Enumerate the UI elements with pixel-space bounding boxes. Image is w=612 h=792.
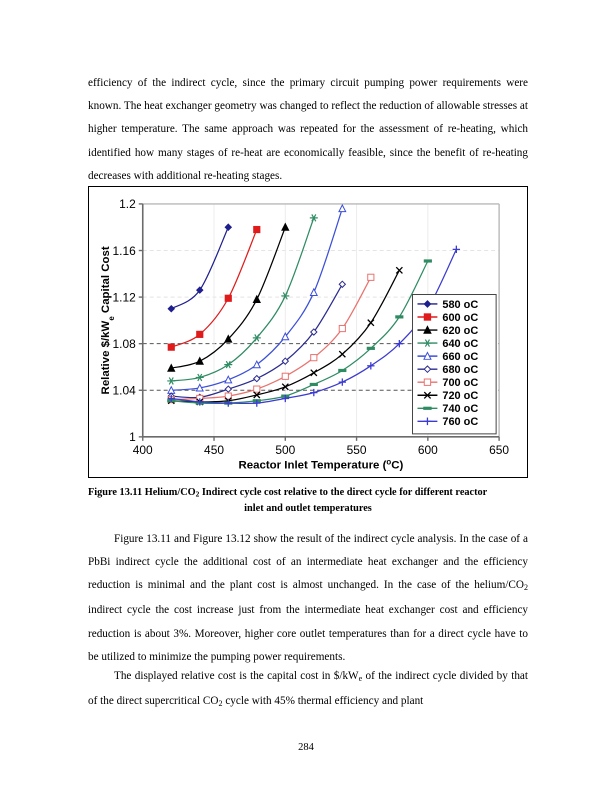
y-tick-label: 1.04	[112, 383, 136, 398]
data-point-marker	[367, 347, 375, 350]
figure-caption	[88, 486, 528, 516]
caption-line-1: Figure 13.11 Helium/$CO_2$ Indirect cycle cost relative to the direct cycle for different reactor	[88, 487, 488, 499]
figure-13-11	[88, 186, 528, 478]
y-tick-label: 1.12	[112, 290, 136, 305]
data-point-marker	[310, 383, 318, 386]
legend-label: 680 oC	[442, 364, 479, 377]
data-point-marker	[395, 315, 403, 318]
data-point-marker	[168, 344, 174, 350]
legend-label: 620 oC	[442, 324, 479, 337]
x-tick-label: 400	[132, 442, 153, 457]
y-axis-title: Relative $\$/kW_e$ Capital Cost	[99, 246, 116, 395]
legend-label: 720 oC	[442, 390, 479, 403]
body-paragraph-2: Figure 13.11 and Figure 13.12 show the result of the indirect cycle analysis. In the case of a PbBi indirect cycle the additional cost of an intermediate heat exchanger and the efficiency reduction is minimal and the plant cost is almost unchanged. In the case of the helium/$CO_2$ indirect cycle the cost increase just from the intermediate heat exchanger cost and efficiency reduction is about 3%. Moreover, higher core outlet temperatures than for a direct cycle have to be utilized to minimize the pumping power requirements.	[88, 533, 528, 663]
legend-label: 660 oC	[442, 351, 479, 364]
legend-label: 700 oC	[442, 377, 479, 390]
data-point-marker	[339, 325, 345, 331]
data-point-marker	[282, 373, 288, 379]
x-tick-label: 600	[417, 442, 438, 457]
y-tick-label: 1.08	[112, 336, 136, 351]
data-point-marker	[338, 369, 346, 372]
legend-label: 600 oC	[442, 311, 479, 324]
legend-label: 760 oC	[442, 416, 479, 429]
x-axis-title: Reactor Inlet Temperature ($^o$C)	[238, 457, 404, 472]
data-point-marker	[311, 355, 317, 361]
data-point-marker	[225, 295, 231, 301]
body-paragraph-1: efficiency of the indirect cycle, since the primary circuit pumping power requirements were known. The heat exchanger geometry was changed to reflect the reduction of allowable stresses at higher temperature. The same approach was repeated for the assessment of re-heating, which identified how many stages of re-heat are economically feasible, since the benefit of re-heating decreases with additional re-heating stages.	[88, 77, 528, 182]
data-point-marker	[254, 386, 260, 392]
x-tick-label: 500	[275, 442, 296, 457]
data-point-marker	[197, 331, 203, 337]
legend-label: 640 oC	[442, 337, 479, 350]
y-tick-label: 1	[129, 430, 136, 445]
legend-label: 740 oC	[442, 403, 479, 416]
data-point-marker	[423, 407, 431, 410]
relative-cost-line-chart	[89, 187, 527, 478]
x-tick-label: 650	[489, 442, 510, 457]
legend-label: 580 oC	[442, 298, 479, 311]
x-tick-label: 550	[346, 442, 367, 457]
data-point-marker	[254, 226, 260, 232]
caption-line-2: inlet and outlet temperatures	[244, 502, 372, 514]
data-point-marker	[424, 379, 430, 385]
chart-legend	[413, 295, 497, 434]
data-point-marker	[368, 274, 374, 280]
data-point-marker	[424, 314, 430, 320]
data-point-marker	[424, 259, 432, 262]
x-tick-label: 450	[204, 442, 224, 457]
page-number: 284	[298, 742, 314, 753]
y-tick-label: 1.16	[112, 243, 136, 258]
y-tick-label: 1.2	[119, 197, 136, 212]
body-paragraph-3: The displayed relative cost is the capital cost in $\$/kW_e$ of the indirect cycle divided by that of the direct supercritical $CO_2$ cycle with 45% thermal efficiency and plant	[88, 670, 528, 708]
